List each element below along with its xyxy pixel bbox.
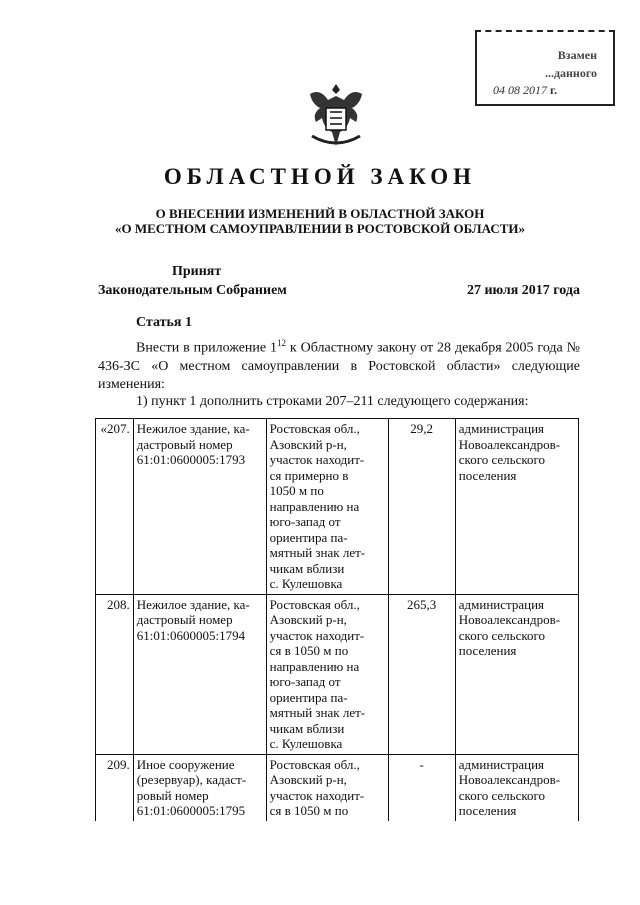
adopted-by: Законодательным Собранием [98, 283, 287, 298]
area-cell: - [388, 754, 455, 821]
area-cell: 29,2 [388, 419, 455, 595]
property-table [95, 418, 579, 821]
owner-cell: администрация Новоалександров- ского сельского поселения [455, 754, 578, 821]
area-cell: 265,3 [388, 594, 455, 754]
row-number: 208. [96, 594, 134, 754]
location-cell: Ростовская обл., Азовский р-н, участок находит- ся в 1050 м по направлению на юго-запад от ориентира па- мятный знак лет- чикам вблизи с. Кулешовка [266, 594, 388, 754]
object-cell: Нежилое здание, ка- дастровый номер 61:01:0600005:1793 [133, 419, 266, 595]
row-number: 209. [96, 754, 134, 821]
stamp-line-2: ...данного [544, 66, 597, 80]
adopted-label: Принят [172, 264, 222, 279]
document-title: ОБЛАСТНОЙ ЗАКОН [163, 164, 477, 189]
table-row [96, 419, 579, 595]
article-paragraph: Внести в приложение $1^{12}$ к Областному закону от 28 декабря 2005 года № 436-ЗС «О местном самоуправлении в Ростовской области» следующие изменения: [98, 338, 580, 392]
owner-cell: администрация Новоалександров- ского сельского поселения [455, 419, 578, 595]
table-row [96, 754, 579, 821]
object-cell: Нежилое здание, ка- дастровый номер 61:01:0600005:1794 [133, 594, 266, 754]
replacement-stamp [475, 30, 615, 106]
coat-of-arms-icon [304, 80, 368, 150]
object-cell: Иное сооружение (резервуар), кадаст- ровый номер 61:01:0600005:1795 [133, 754, 266, 821]
location-cell: Ростовская обл., Азовский р-н, участок находит- ся в 1050 м по [266, 754, 388, 821]
adopted-date: 27 июля 2017 года [466, 283, 580, 298]
location-cell: Ростовская обл., Азовский р-н, участок находит- ся примерно в 1050 м по направлению на юго-запад от ориентира па- мятный знак лет- чикам вблизи с. Кулешовка [266, 419, 388, 595]
stamp-line-1: Взамен [557, 48, 597, 62]
item-1: 1) пункт 1 дополнить строками 207–211 следующего содержания: [136, 394, 529, 409]
owner-cell: администрация Новоалександров- ского сельского поселения [455, 594, 578, 754]
row-number: «207. [96, 419, 134, 595]
article-heading: Статья 1 [136, 315, 192, 330]
table-row [96, 594, 579, 754]
stamp-date: 04 08 2017 г. [493, 83, 558, 97]
document-subtitle: О ВНЕСЕНИИ ИЗМЕНЕНИЙ В ОБЛАСТНОЙ ЗАКОН «О МЕСТНОМ САМОУПРАВЛЕНИИ В РОСТОВСКОЙ ОБЛАСТИ» [115, 206, 525, 236]
